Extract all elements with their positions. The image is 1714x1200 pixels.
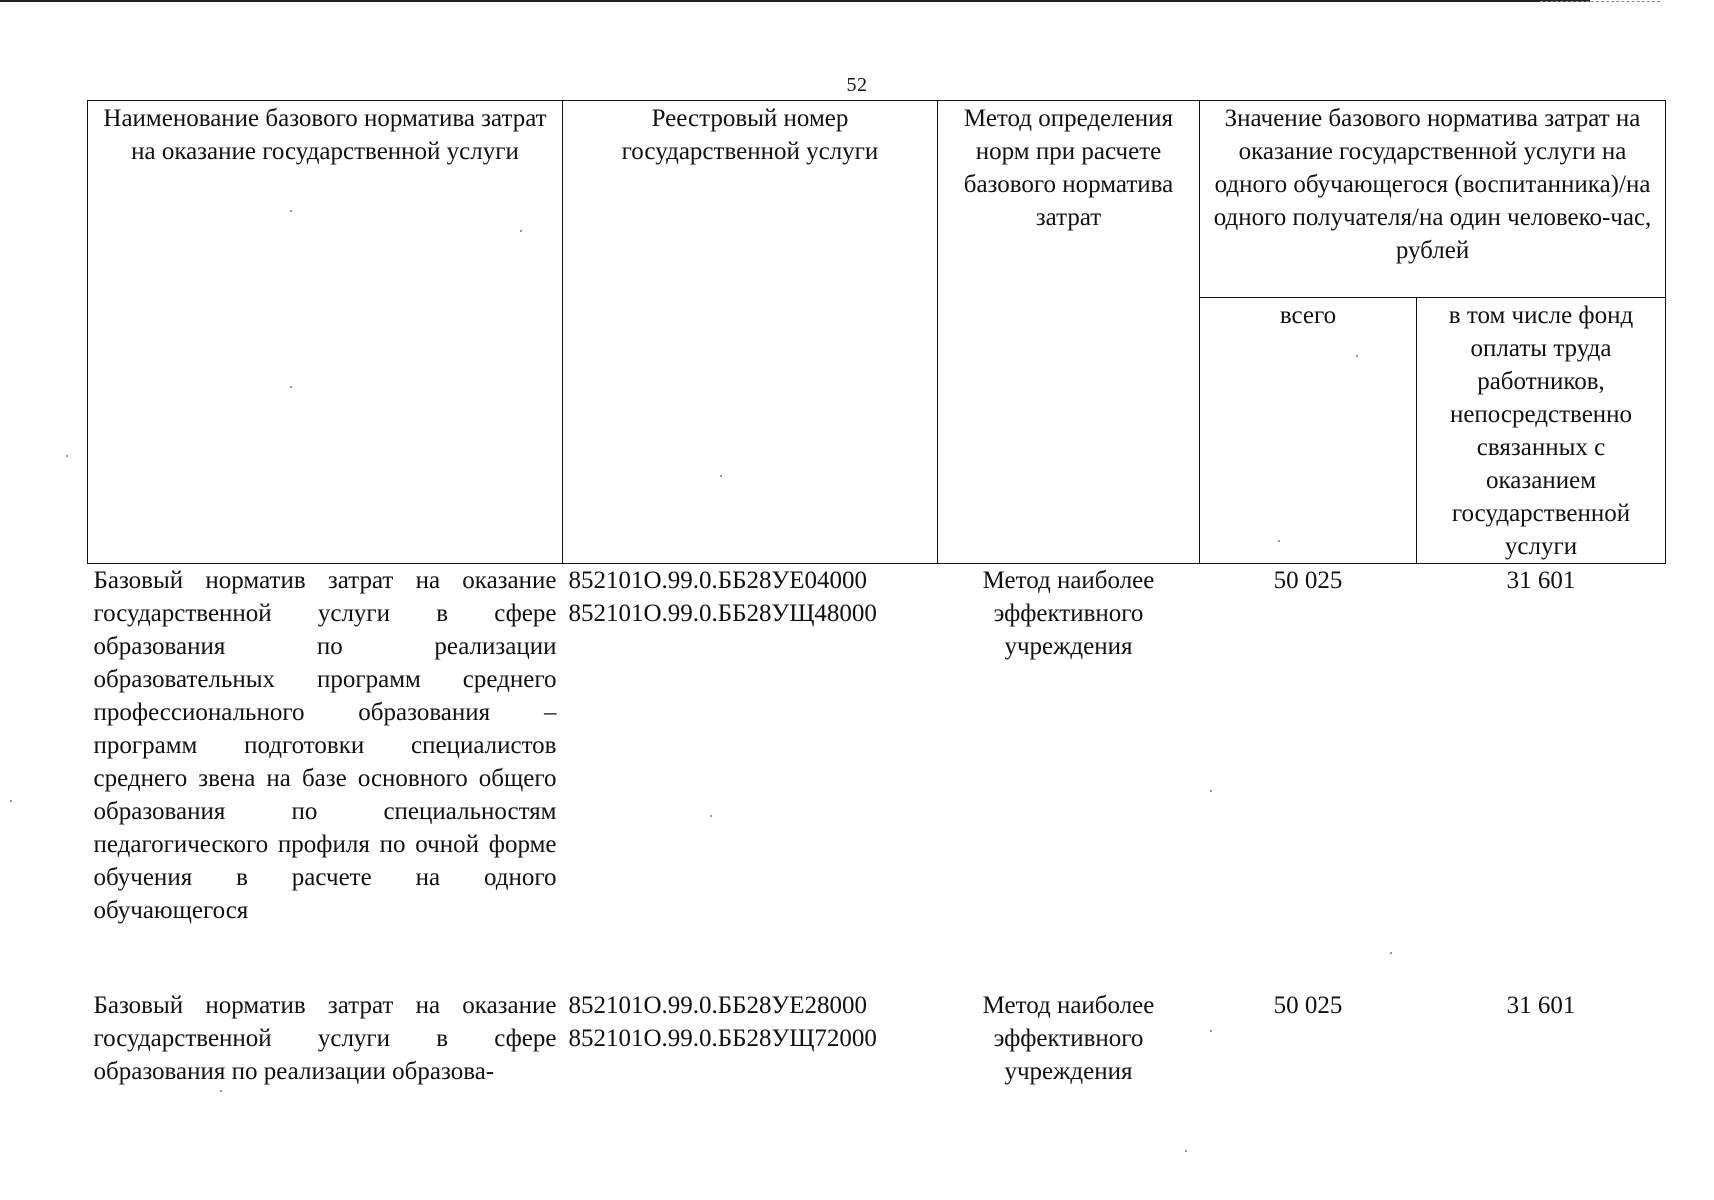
header-wage-fund: в том числе фонд оплаты труда работников, непосредственно связанных с оказанием государственной услуги [1417,298,1666,564]
scan-speck [1210,1030,1212,1032]
page-number: 52 [846,74,868,96]
row-total: 50 025 [1273,992,1343,1019]
scan-speck [720,475,722,477]
row-spacer [88,927,1666,989]
row-registry-numbers [563,564,938,928]
registry-code: 852101О.99.0.ББ28УЩ48000 [568,600,877,627]
scan-speck [290,210,292,212]
row-wage-fund: 31 601 [1506,992,1576,1019]
row-method: Метод наиболее эффективного учреждения [982,992,1155,1085]
header-name: Наименование базового норматива затрат на оказание государственной услуги [88,101,563,564]
scan-speck [10,800,12,802]
scan-speck [66,455,68,457]
table-header [88,101,1666,564]
header-method: Метод определения норм при расчете базового норматива затрат [938,101,1200,564]
row-name: Базовый норматив затрат на оказание государственной услуги в сфере образования по реализации образовательных программ среднего профессионального образования – программ подготовки специалистов среднего звена на базе основного общего образования по специальностям педагогического профиля по очной форме обучения в расчете на одного обучающегося [93,567,557,924]
table-row [88,564,1666,928]
row-method: Метод наиболее эффективного учреждения [982,567,1155,660]
registry-code: 852101О.99.0.ББ28УЩ72000 [568,1025,877,1052]
scan-speck [290,386,292,388]
table-body [88,564,1666,1089]
top-border-dash [1540,1,1660,2]
header-value-group: Значение базового норматива затрат на оказание государственной услуги на одного обучающегося (воспитанника)/на одного получателя/на один человеко-час, рублей [1200,101,1666,298]
table-row [88,989,1666,1088]
scan-speck [1356,355,1358,357]
scan-speck [1210,790,1212,792]
registry-code: 852101О.99.0.ББ28УЕ04000 [568,567,867,594]
row-total: 50 025 [1273,567,1343,594]
registry-code: 852101О.99.0.ББ28УЕ28000 [568,992,867,1019]
scan-speck [1278,540,1280,542]
scan-speck [1185,1150,1187,1152]
scan-speck [710,815,712,817]
row-registry-numbers [563,989,938,1088]
top-border-line [0,0,1590,2]
row-name: Базовый норматив затрат на оказание государственной услуги в сфере образования по реализации образова- [93,992,557,1085]
base-norms-table [87,100,1666,1088]
scan-speck [220,1090,222,1092]
scan-speck [520,230,522,232]
header-total: всего [1200,298,1417,564]
scan-speck [1390,952,1392,954]
row-wage-fund: 31 601 [1506,567,1576,594]
header-registry-number: Реестровый номер государственной услуги [563,101,938,564]
